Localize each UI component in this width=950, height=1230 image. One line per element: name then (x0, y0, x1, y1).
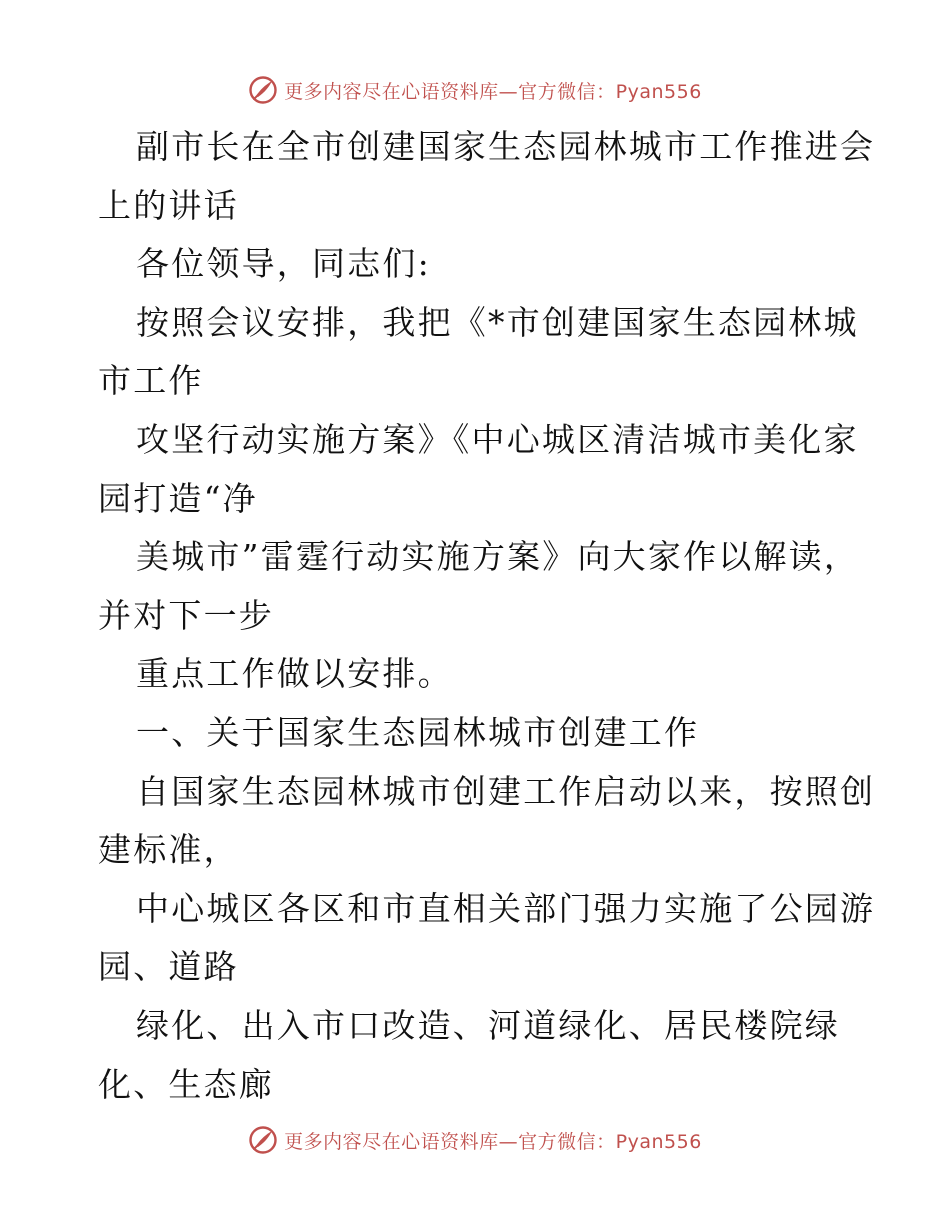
footer-banner-text: 更多内容尽在心语资料库—官方微信：Pyan556 (284, 1130, 702, 1153)
document-line: 园打造“净 (98, 478, 258, 518)
document-line: 重点工作做以安排。 (136, 654, 453, 694)
document-line: 攻坚行动实施方案》《中心城区清洁城市美化家 (136, 419, 859, 459)
document-line: 市工作 (98, 361, 204, 401)
document-line: 化、生态廊 (98, 1064, 274, 1104)
document-line: 按照会议安排，我把《*市创建国家生态园林城 (136, 302, 859, 342)
quill-pen-logo-icon (248, 75, 278, 105)
document-line: 自国家生态园林城市创建工作启动以来，按照创 (136, 771, 876, 811)
header-banner-text: 更多内容尽在心语资料库—官方微信：Pyan556 (284, 80, 702, 103)
quill-pen-logo-icon (248, 1125, 278, 1155)
document-line: 上的讲话 (98, 185, 239, 225)
document-line: 绿化、出入市口改造、河道绿化、居民楼院绿 (136, 1005, 840, 1045)
footer-banner (0, 1120, 950, 1160)
document-line: 一、关于国家生态园林城市创建工作 (136, 712, 700, 752)
document-line: 副市长在全市创建国家生态园林城市工作推进会 (136, 127, 876, 166)
document-line: 美城市”雷霆行动实施方案》向大家作以解读， (136, 537, 860, 577)
document-line: 各位领导，同志们: (136, 244, 431, 284)
document-line: 并对下一步 (98, 595, 274, 635)
header-banner (0, 70, 950, 110)
document-line: 建标准， (98, 830, 239, 870)
document-line: 园、道路 (98, 947, 239, 987)
document-line: 中心城区各区和市直相关部门强力实施了公园游 (136, 888, 876, 928)
document-body (98, 118, 876, 1114)
